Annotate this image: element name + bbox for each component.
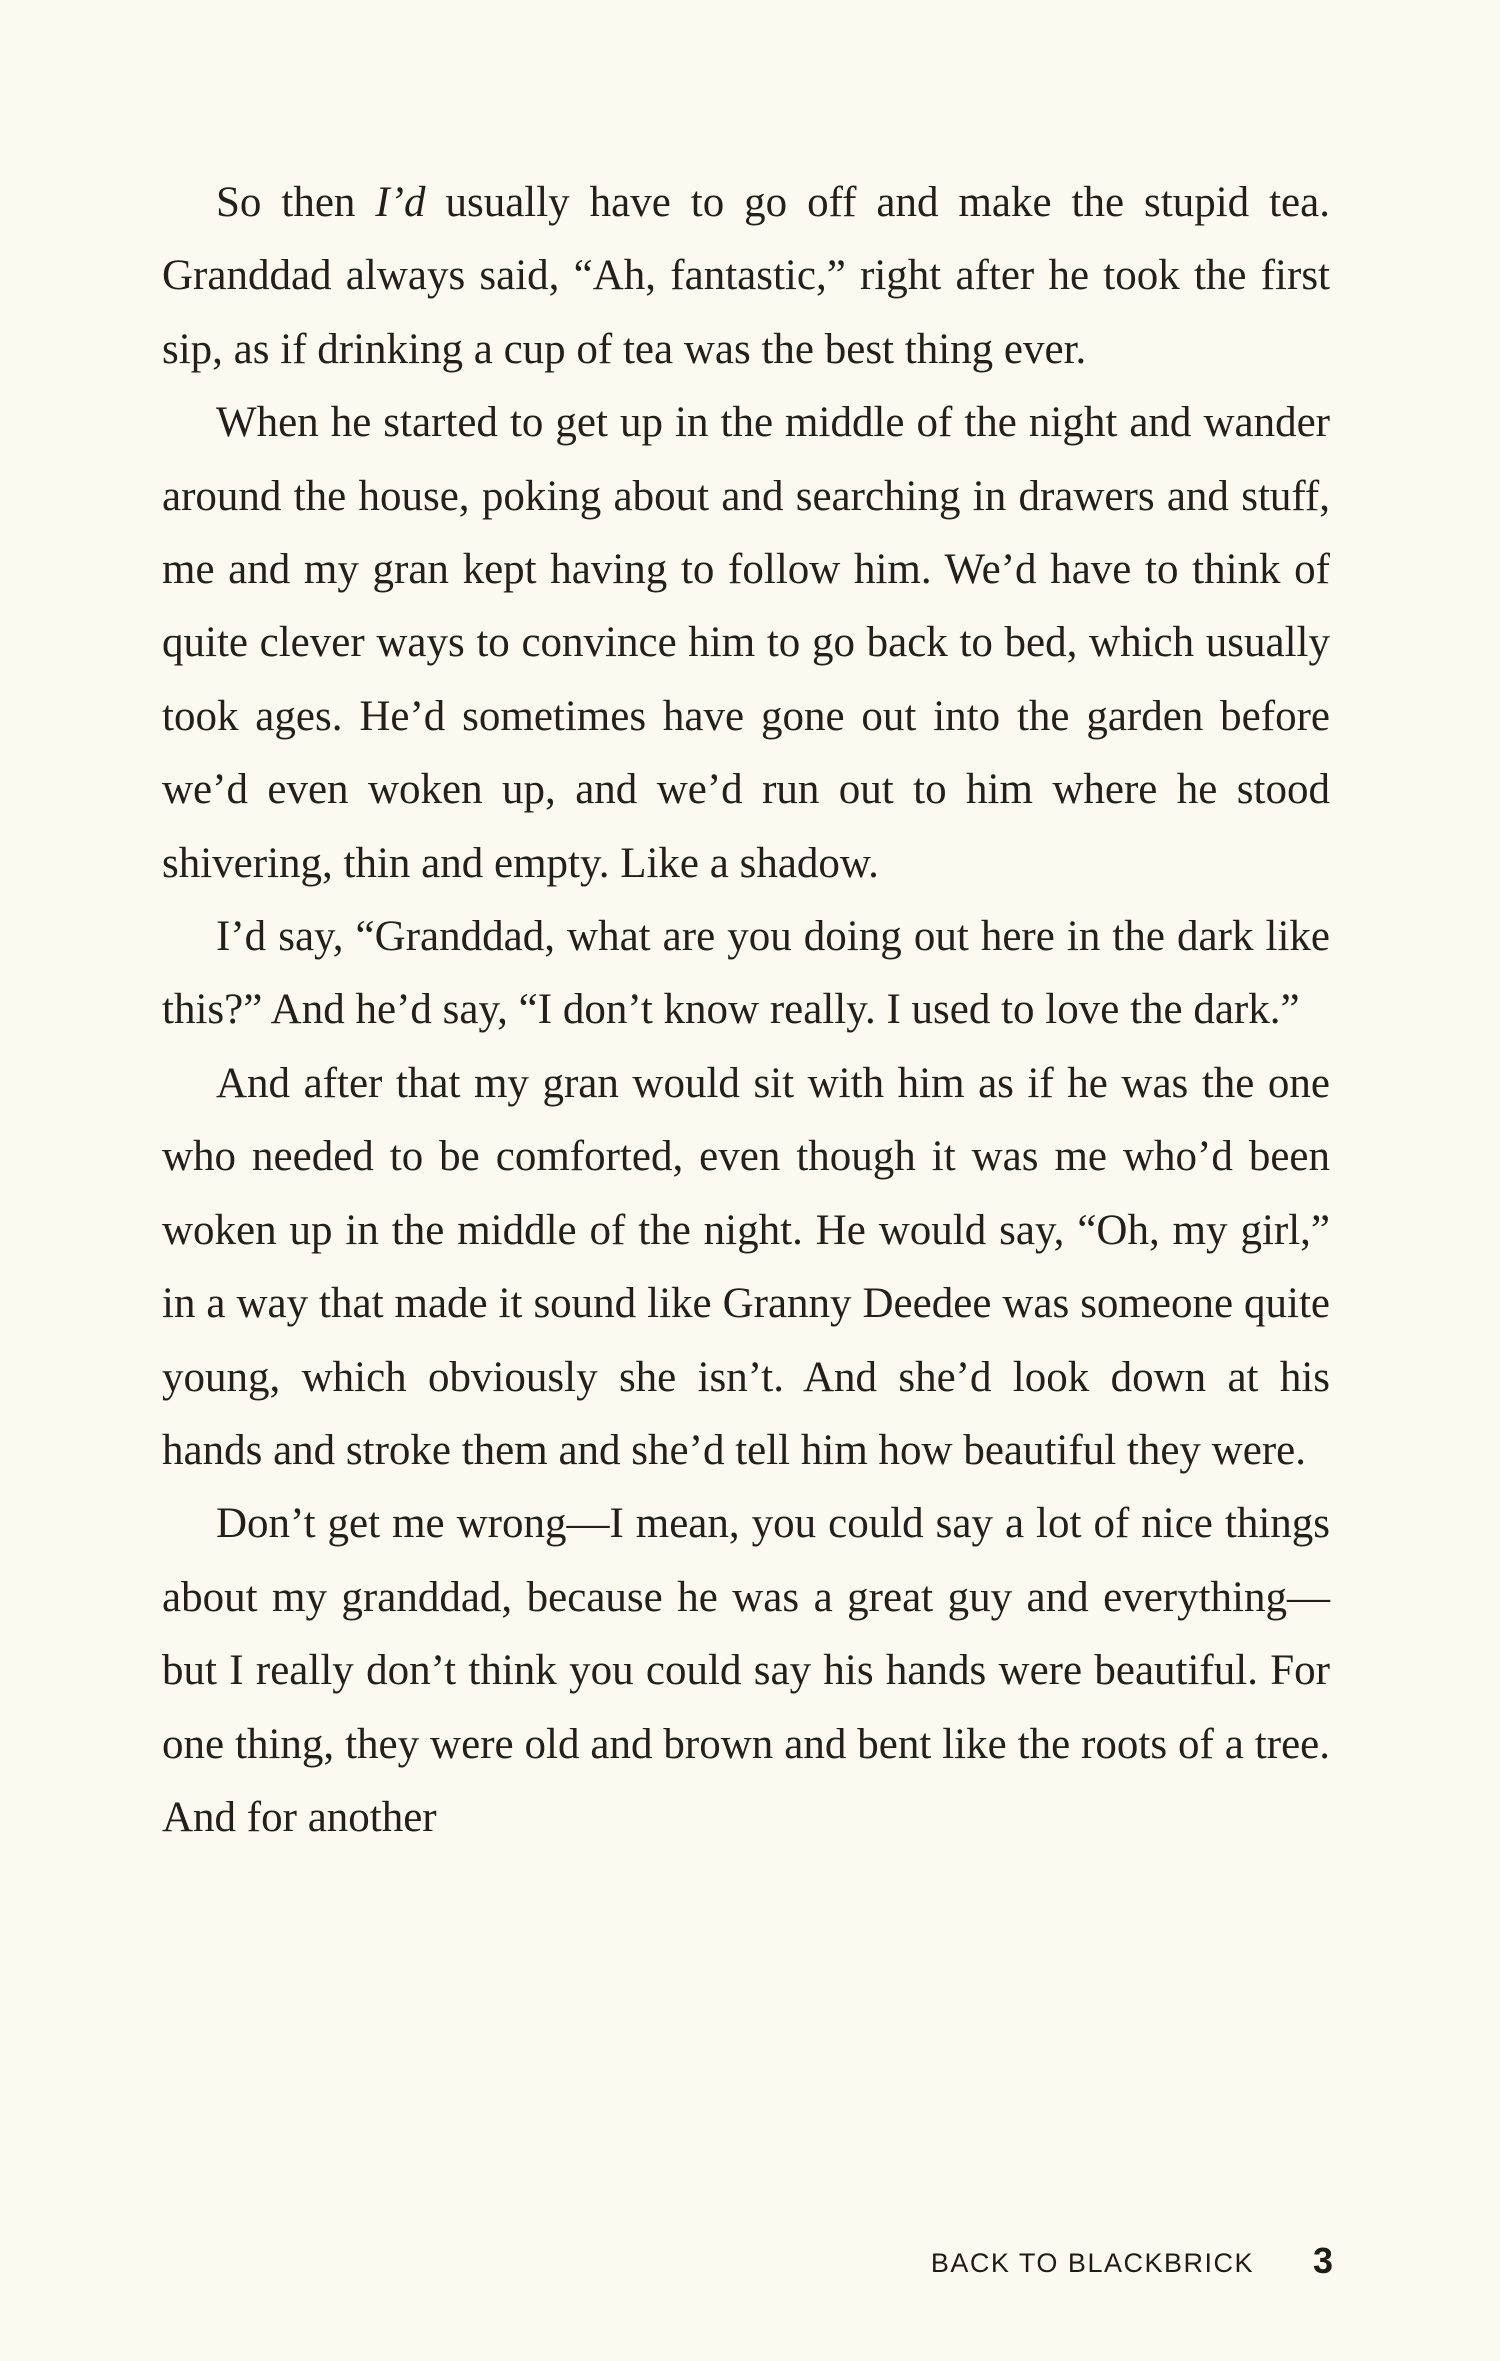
page-number: 3: [1312, 2240, 1333, 2281]
paragraph-1-italic-text: I’d: [375, 179, 426, 226]
paragraph-5: [162, 1487, 1330, 1854]
paragraph-4: [162, 1047, 1330, 1487]
paragraph-2: [162, 386, 1330, 900]
paragraph-3-text: I’d say, “Granddad, what are you doing out here in the dark like this?” And he’d say, “I don’t know really. I used to love the dark.”: [162, 913, 1330, 1034]
paragraph-1-text-2: usually have to go off and make the stupid tea. Granddad always said, “Ah, fantastic,” right after he took the first sip, as if drinking a cup of tea was the best thing ever.: [162, 179, 1330, 373]
page-footer: [0, 2238, 1500, 2288]
paragraph-5-text: Don’t get me wrong—I mean, you could say a lot of nice things about my granddad, because he was a great guy and everything—but I really don’t think you could say his hands were beautiful. For one thing, they were old and brown and bent like the roots of a tree. And for another: [162, 1500, 1330, 1841]
paragraph-1-text-1: So then: [216, 179, 376, 226]
paragraph-4-text: And after that my gran would sit with him as if he was the one who needed to be comforted, even though it was me who’d been woken up in the middle of the night. He would say, “Oh, my girl,” in a way that made it sound like Granny Deedee was someone quite young, which obviously she isn’t. And she’d look down at his hands and stroke them and she’d tell him how beautiful they were.: [162, 1059, 1330, 1474]
paragraph-1: [162, 166, 1330, 386]
paragraph-2-text: When he started to get up in the middle of the night and wander around the house, poking about and searching in drawers and stuff, me and my gran kept having to follow him. We’d have to think of quite clever ways to convince him to go back to bed, which usually took ages. He’d sometimes have gone out into the garden before we’d even woken up, and we’d run out to him where he stood shivering, thin and empty. Like a shadow.: [162, 399, 1330, 887]
running-title: BACK TO BLACKBRICK: [930, 2248, 1254, 2278]
paragraph-3: [162, 900, 1330, 1047]
body-text: [162, 166, 1330, 1854]
